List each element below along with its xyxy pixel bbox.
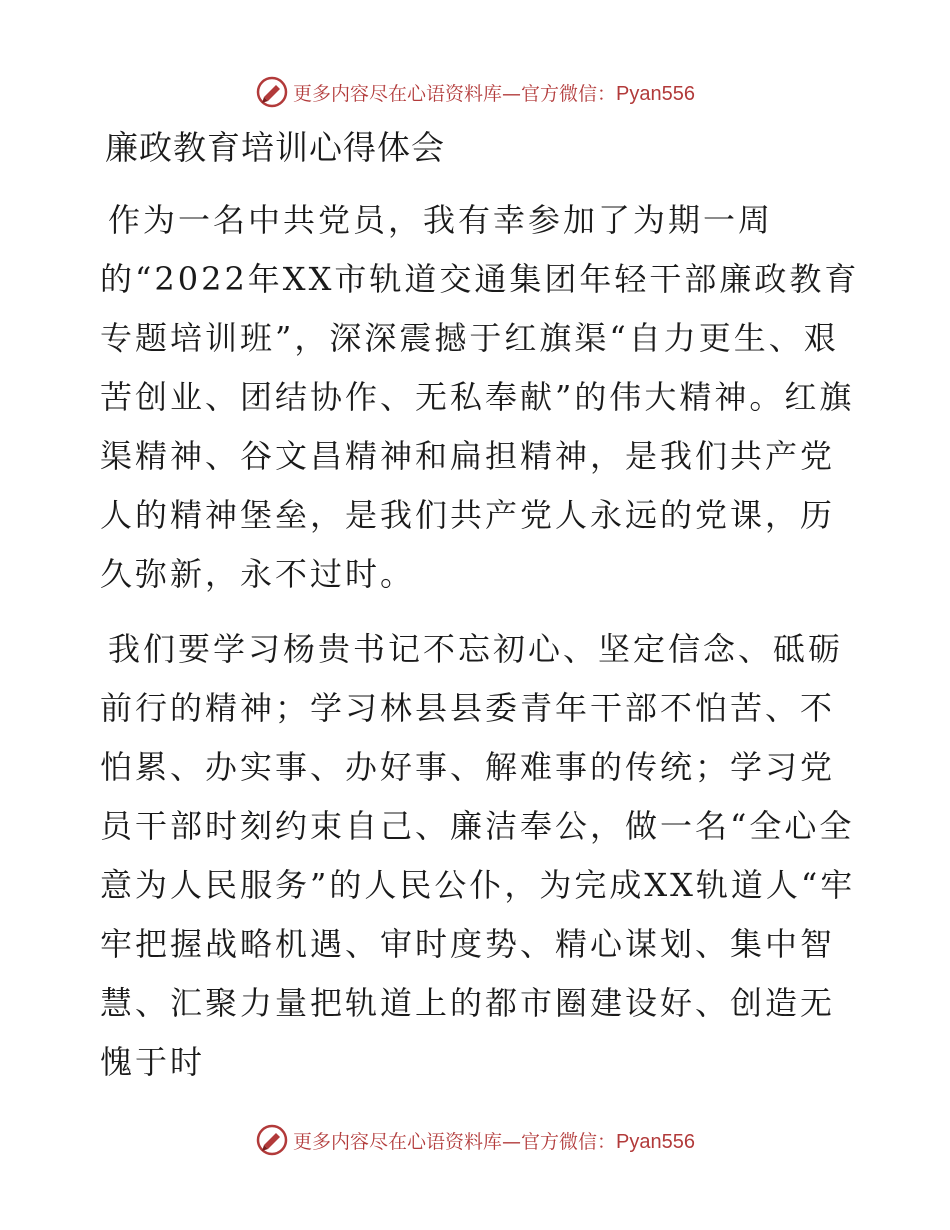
watermark-handle: Pyan556: [616, 82, 695, 105]
footer-watermark: [0, 1120, 950, 1160]
watermark-handle: Pyan556: [616, 1130, 695, 1153]
paragraph-1: 作为一名中共党员，我有幸参加了为期一周的“2022年XX市轨道交通集团年轻干部廉政教育专题培训班”，深深震撼于红旗渠“自力更生、艰苦创业、团结协作、无私奉献”的伟大精神。红旗渠精神、谷文昌精神和扁担精神，是我们共产党人的精神堡垒，是我们共产党人永远的党课，历久弥新，永不过时。: [100, 201, 860, 593]
header-watermark: [0, 72, 950, 112]
pen-logo-icon: [255, 1123, 289, 1157]
pen-logo-icon: [255, 75, 289, 109]
paragraph-2: 我们要学习杨贵书记不忘初心、坚定信念、砥砺前行的精神；学习林县县委青年干部不怕苦、不怕累、办实事、办好事、解难事的传统；学习党员干部时刻约束自己、廉洁奉公，做一名“全心全意为人民服务”的人民公仆，为完成XX轨道人“牢牢把握战略机遇、审时度势、精心谋划、集中智慧、汇聚力量把轨道上的都市圈建设好、创造无愧于时: [100, 630, 856, 1081]
watermark-text: 更多内容尽在心语资料库—官方微信：Pyan556: [293, 1130, 695, 1153]
document-title: 廉政教育培训心得体会: [105, 128, 445, 167]
watermark-text: 更多内容尽在心语资料库—官方微信：Pyan556: [293, 82, 695, 105]
